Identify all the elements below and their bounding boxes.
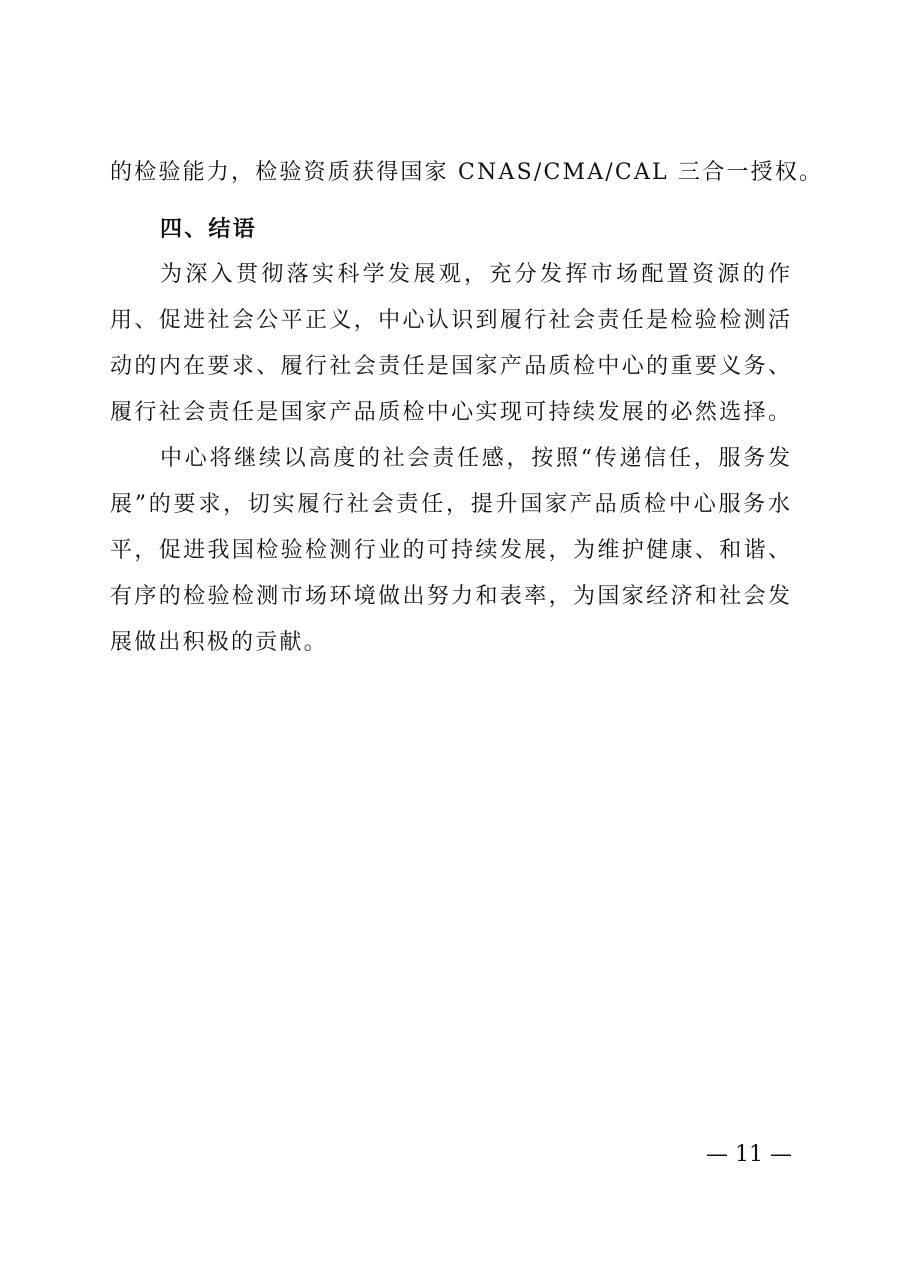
- paragraph-line: 展做出积极的贡献。: [110, 630, 328, 655]
- paragraph-line: 为深入贯彻落实科学发展观，充分发挥市场配置资源的作: [160, 262, 790, 287]
- continuation-line: 的检验能力，检验资质获得国家 CNAS/CMA/CAL 三合一授权。: [110, 160, 824, 185]
- paragraph-line: 展”的要求，切实履行社会责任，提升国家产品质检中心服务水: [110, 492, 790, 517]
- page-number: — 11 —: [706, 1142, 792, 1167]
- paragraph-line: 有序的检验检测市场环境做出努力和表率，为国家经济和社会发: [110, 584, 790, 609]
- paragraph-line: 中心将继续以高度的社会责任感，按照“传递信任，服务发: [160, 446, 790, 471]
- paragraph-line: 履行社会责任是国家产品质检中心实现可持续发展的必然选择。: [110, 400, 790, 425]
- paragraph-1: [110, 252, 790, 436]
- paragraph-2: [110, 436, 790, 666]
- document-body: [110, 150, 824, 666]
- paragraph-line: 用、促进社会公平正义，中心认识到履行社会责任是检验检测活: [110, 308, 790, 333]
- paragraph-line: 平，促进我国检验检测行业的可持续发展，为维护健康、和谐、: [110, 538, 790, 563]
- section-heading: 四、结语: [160, 216, 257, 242]
- paragraph-line: 动的内在要求、履行社会责任是国家产品质检中心的重要义务、: [110, 354, 790, 379]
